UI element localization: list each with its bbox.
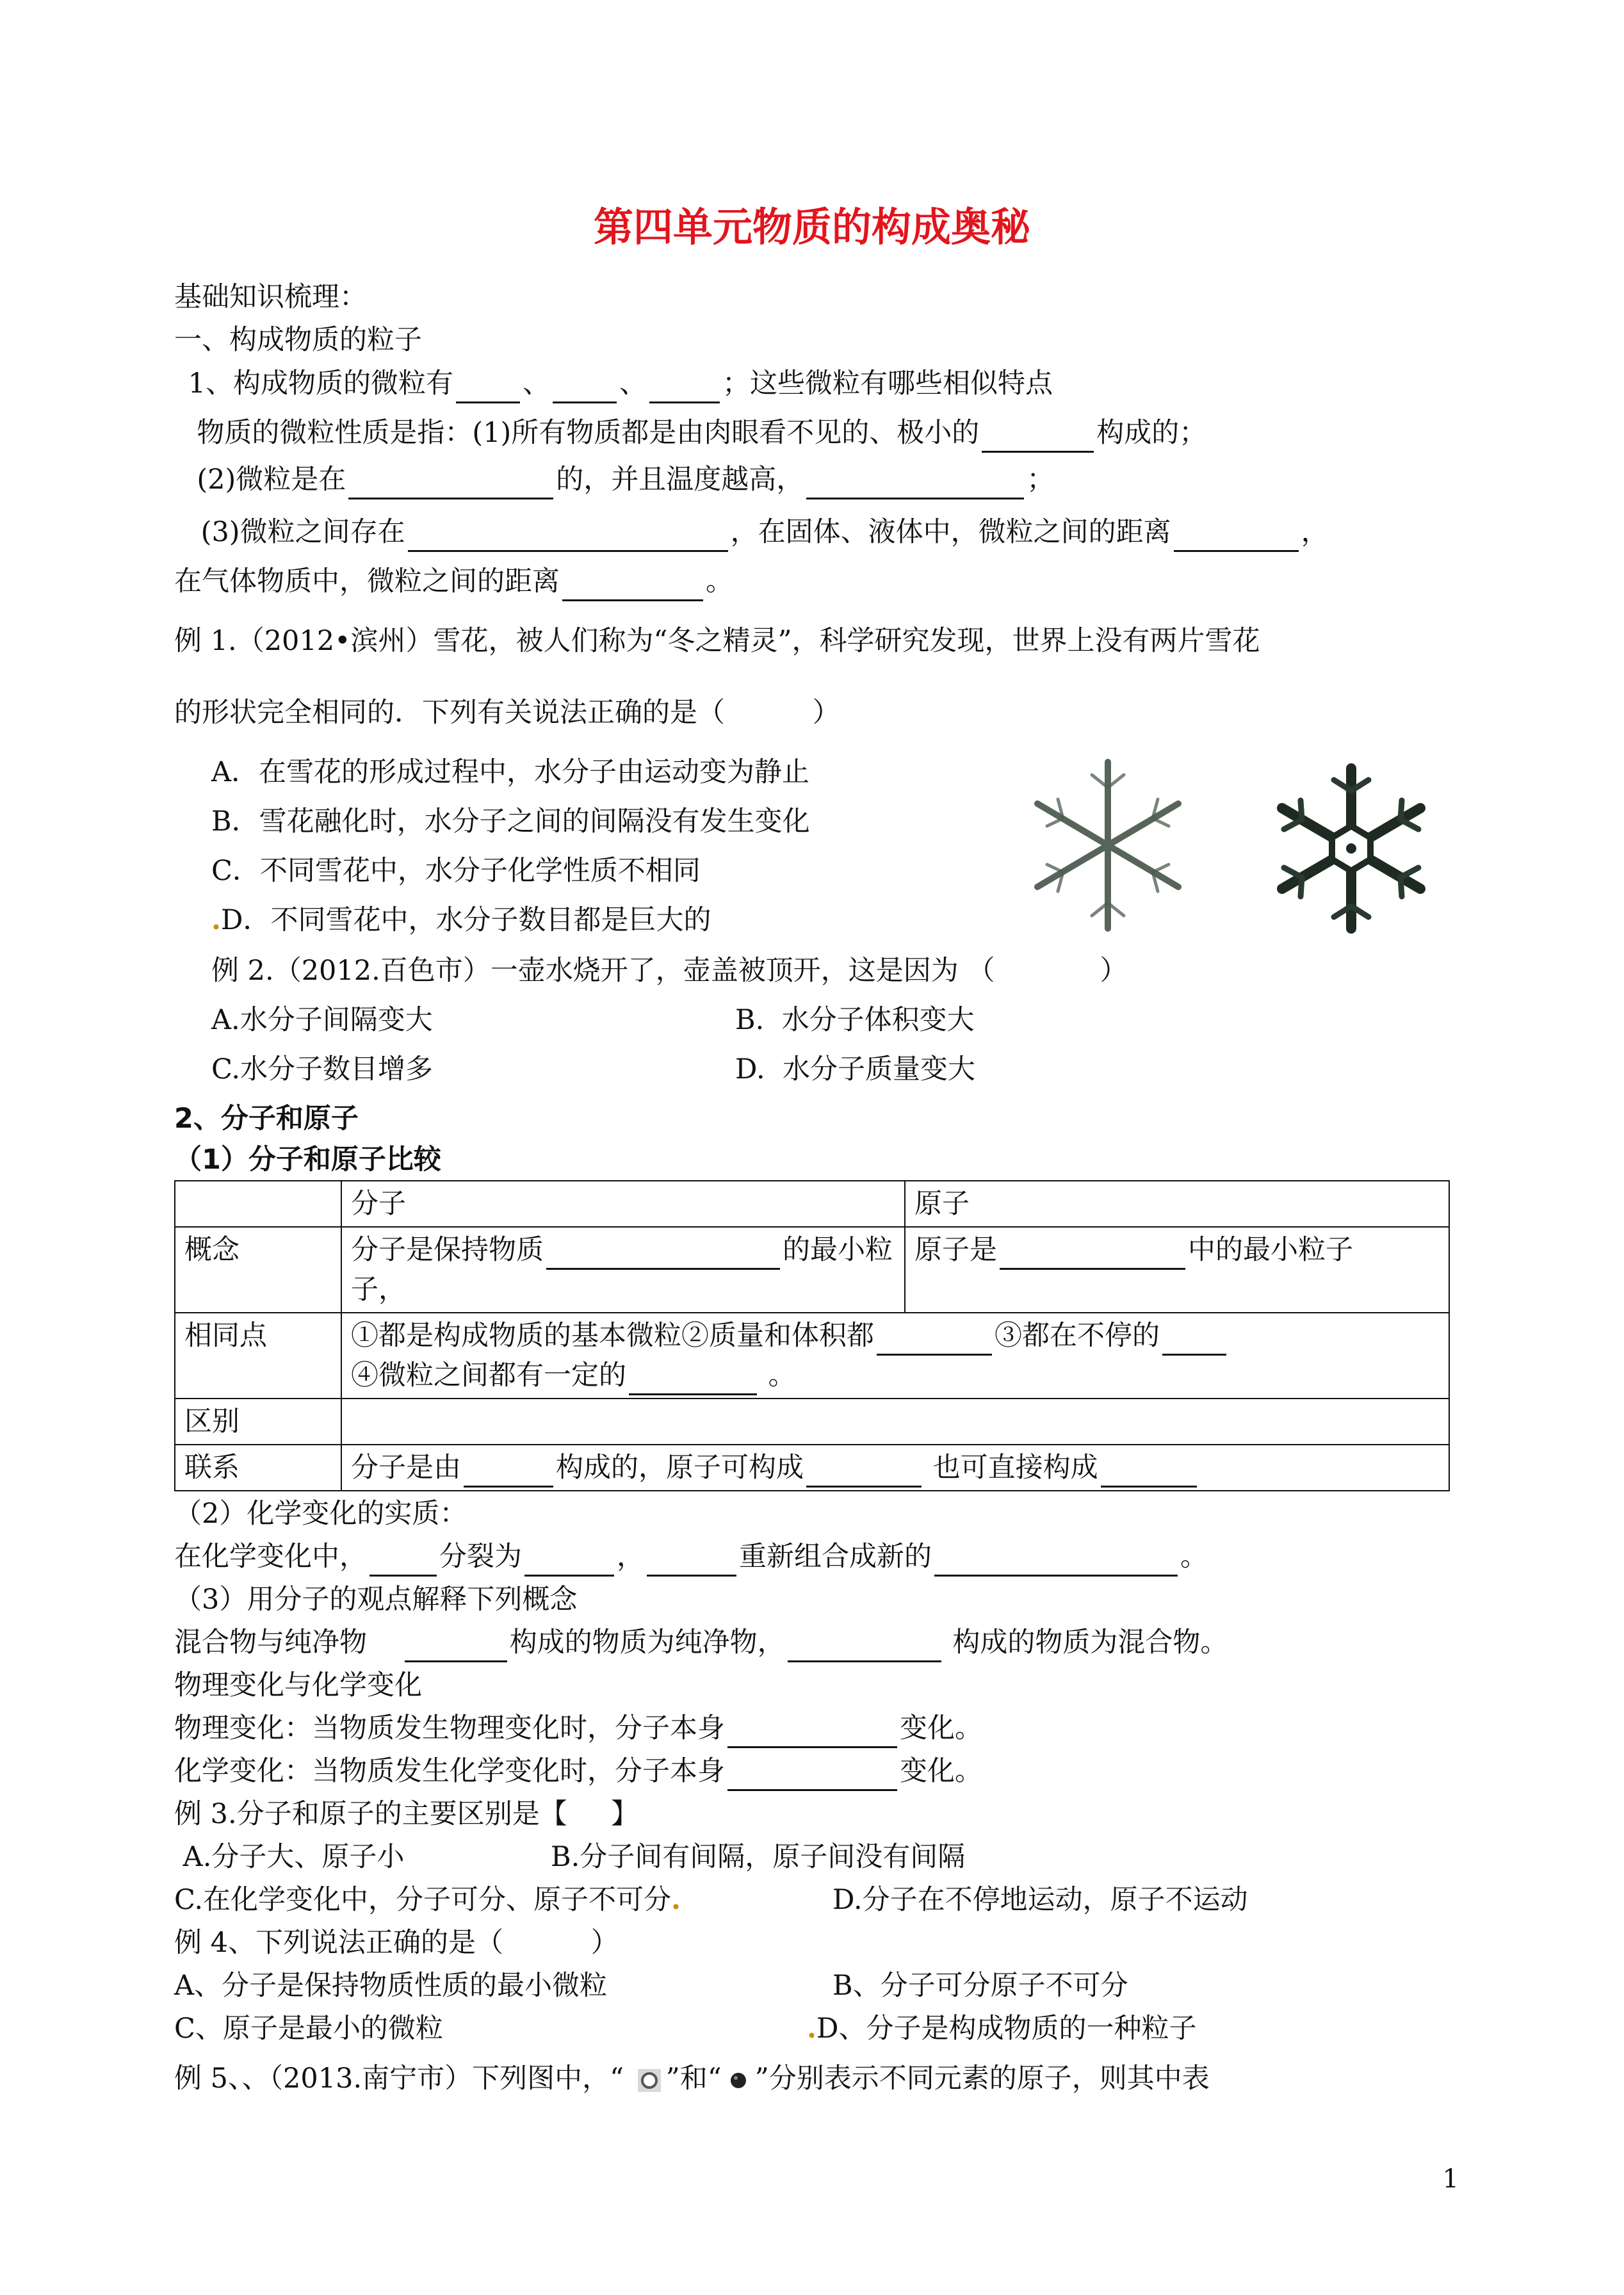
snowflake-image-1 [1018,749,1198,941]
answer-blank [629,1364,757,1395]
table-header-row [175,1181,1449,1227]
example-2-option-a: A.水分子间隔变大 [211,1004,433,1036]
example-2-stem: 例 2.（2012.百色市）一壶水烧开了，壶盖被顶开，这是因为 （ ） [211,955,1128,987]
table-header-cell [175,1181,341,1227]
example-1-stem: 例 1.（2012•滨州）雪花，被人们称为“冬之精灵”，科学研究发现，世界上没有两片雪花 [174,625,1260,657]
physical-chemical-heading: 物理变化与化学变化 [174,1669,422,1701]
row-label: 区别 [175,1399,341,1445]
answer-blank [727,1717,897,1748]
example-4-option-a: A、分子是保持物质性质的最小微粒 [174,1970,608,2002]
example-4-option-c: C、原子是最小的微粒 [174,2013,443,2045]
row-label: 联系 [175,1445,341,1491]
snowflake-image-2 [1258,756,1444,941]
answer-blank [788,1631,941,1662]
row-label: 相同点 [175,1313,341,1399]
example-3-stem: 例 3.分子和原子的主要区别是【 】 [174,1798,639,1830]
example-2-option-d: D. 水分子质量变大 [735,1053,975,1085]
answer-blank [562,570,703,601]
property-line-2: (2)微粒是在 的，并且温度越高， ； [179,460,1054,499]
answer-blank [369,1545,437,1577]
example-1-option-b: B．雪花融化时，水分子之间的间隔没有发生变化 [211,806,810,838]
solid-atom-icon [726,2068,751,2093]
section-2-heading: 2、分子和原子 [174,1103,359,1135]
row-label: 概念 [175,1227,341,1313]
answer-blank [553,372,617,403]
example-4-stem: 例 4、下列说法正确的是（ ） [174,1927,619,1959]
answer-blank [877,1324,992,1356]
chemical-change-line: 在化学变化中， 分裂为 ， 重新组合成新的 。 [174,1537,1208,1577]
page-title: 第四单元物质的构成奥秘 [593,204,1030,250]
example-5-stem: 例 5、、（2013.南宁市）下列图中，“ ”和“ ”分别表示不同元素的原子，则其中表 [174,2063,1210,2095]
answer-blank [456,372,520,403]
section-2-1-heading: （1）分子和原子比较 [174,1144,441,1176]
section-2-3-heading: （3）用分子的观点解释下列概念 [174,1584,578,1616]
example-2-option-c: C.水分子数目增多 [211,1053,434,1085]
answer-blank [727,1760,897,1791]
answer-blank [408,521,728,552]
property-line-4: 在气体物质中，微粒之间的距离 。 [174,562,733,601]
hollow-atom-icon [637,2068,662,2093]
answer-blank [524,1545,614,1577]
question-1-line: 1、构成物质的微粒有 、 、 ；这些微粒有哪些相似特点 [179,364,1053,403]
example-1-option-c: C．不同雪花中，水分子化学性质不相同 [211,855,701,887]
table-cell: 分子是由 构成的，原子可构成 也可直接构成 [341,1445,1449,1491]
example-3-option-d: D.分子在不停地运动，原子不运动 [832,1884,1248,1916]
answer-blank [1162,1324,1226,1356]
physical-change-line: 物理变化：当物质发生物理变化时，分子本身 变化。 [174,1708,982,1748]
chemical-change-def-line: 化学变化：当物质发生化学变化时，分子本身 变化。 [174,1751,982,1791]
table-row [175,1227,1449,1313]
page-number: 1 [1442,2164,1459,2194]
example-1-stem-cont: 的形状完全相同的．下列有关说法正确的是（ ） [174,697,840,729]
property-line-3: (3)微粒之间存在 ，在固体、液体中，微粒之间的距离 ， [192,512,1329,552]
table-row [175,1445,1449,1491]
answer-blank [806,468,1024,499]
property-line-1: 物质的微粒性质是指：(1)所有物质都是由肉眼看不见的、极小的 构成的； [179,413,1206,453]
answer-blank [1101,1456,1197,1488]
answer-blank [464,1456,553,1488]
example-4-option-d: .D、分子是构成物质的一种粒子 [807,2013,1197,2045]
answer-blank [982,421,1094,453]
table-row [175,1399,1449,1445]
example-3-option-b: B.分子间有间隔，原子间没有间隔 [551,1841,966,1873]
table-cell: ①都是构成物质的基本微粒②质量和体积都 ③都在不停的 ④微粒之间都有一定的 。 [341,1313,1449,1399]
section-heading: 基础知识梳理： [174,281,367,313]
answer-blank [405,1631,507,1662]
molecule-atom-comparison-table [174,1180,1450,1491]
answer-blank [934,1545,1178,1577]
example-3-option-c: C.在化学变化中，分子可分、原子不可分. [174,1884,681,1916]
answer-blank [806,1456,922,1488]
table-cell: 分子是保持物质 的最小粒子， [341,1227,905,1313]
answer-blank [1000,1238,1185,1270]
answer-blank [546,1238,780,1270]
answer-blank [649,372,720,403]
example-3-option-a: A.分子大、原子小 [174,1841,405,1873]
answer-blank [647,1545,736,1577]
example-2-option-b: B. 水分子体积变大 [735,1004,975,1036]
section-1-heading: 一、构成物质的粒子 [174,324,422,356]
answer-blank [348,468,553,499]
mixture-pure-line: 混合物与纯净物 构成的物质为纯净物， 构成的物质为混合物。 [174,1623,1228,1662]
example-1-option-d: .D．不同雪花中，水分子数目都是巨大的 [211,904,711,936]
answer-blank [1174,521,1299,552]
example-4-option-b: B、分子可分原子不可分 [832,1970,1128,2002]
table-header-cell: 分子 [341,1181,905,1227]
table-header-cell: 原子 [905,1181,1449,1227]
table-cell: 原子是 中的最小粒子 [905,1227,1449,1313]
example-1-option-a: A．在雪花的形成过程中，水分子由运动变为静止 [211,756,810,788]
table-cell-empty [341,1399,1449,1445]
section-2-2-heading: （2）化学变化的实质： [174,1498,467,1530]
table-row [175,1313,1449,1399]
